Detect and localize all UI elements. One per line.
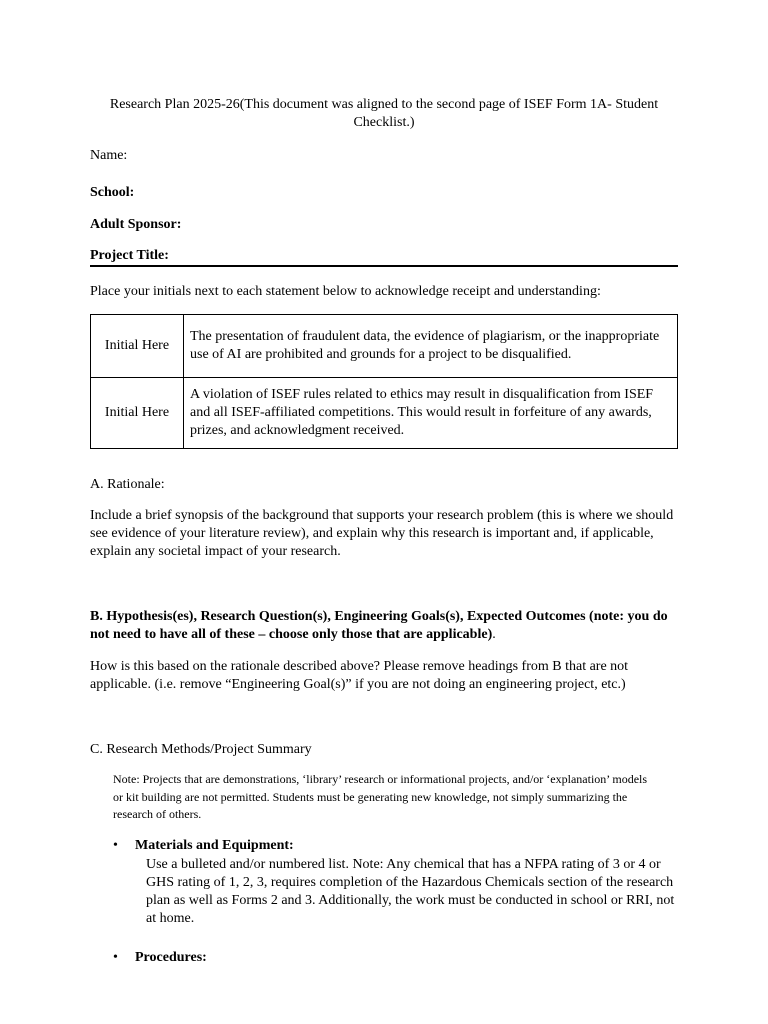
section-b-body-line: How is this based on the rationale described above? Please remove headings from B that are not: [90, 659, 629, 674]
note-line: research of others.: [113, 807, 202, 821]
title-line-2: Checklist.): [353, 115, 415, 130]
section-c-heading: C. Research Methods/Project Summary: [90, 742, 312, 757]
section-b-heading: [90, 608, 690, 644]
table-row: [91, 315, 678, 378]
table-row: [91, 378, 678, 449]
bullet-icon: •: [113, 950, 118, 965]
acknowledgment-table: [90, 314, 678, 449]
section-a-line: Include a brief synopsis of the background that supports your research problem (this is where we should: [90, 508, 674, 523]
section-b-heading-line: [90, 626, 690, 644]
procedures-bullet-item: [113, 949, 207, 967]
section-a-body: [90, 507, 690, 561]
materials-bullet-item: [113, 837, 294, 855]
document-title: [90, 96, 678, 132]
project-title-label: Project Title:: [90, 248, 169, 263]
section-b-heading-text: not need to have all of these – choose only those that are applicable): [90, 627, 493, 642]
procedures-label: Procedures:: [135, 950, 207, 965]
school-label: School:: [90, 185, 135, 200]
materials-line: plan as well as Forms 2 and 3. Additionally, the work must be conducted in school or RRI, not: [146, 893, 675, 908]
statement-cell: The presentation of fraudulent data, the evidence of plagiarism, or the inappropriate use of AI are prohibited and grounds for a project to be disqualified.: [184, 315, 678, 378]
materials-line: Use a bulleted and/or numbered list. Note: Any chemical that has a NFPA rating of 3 or 4 or: [146, 857, 661, 872]
note-line: or kit building are not permitted. Students must be generating new knowledge, not simply summarizing the: [113, 789, 628, 804]
section-b-body: [90, 658, 690, 694]
section-a-heading: A. Rationale:: [90, 477, 165, 492]
section-c-note: [113, 771, 683, 824]
section-a-line: see evidence of your literature review), and explain why this research is important and, if applicable,: [90, 526, 654, 541]
name-label: Name:: [90, 148, 128, 163]
initial-here-cell[interactable]: Initial Here: [91, 378, 184, 449]
materials-description: [146, 856, 686, 928]
adult-sponsor-label: Adult Sponsor:: [90, 217, 182, 232]
initial-here-cell[interactable]: Initial Here: [91, 315, 184, 378]
title-line-1: Research Plan 2025-26(This document was aligned to the second page of ISEF Form 1A- Student: [109, 97, 659, 112]
materials-line: GHS rating of 1, 2, 3, requires completion of the Hazardous Chemicals section of the research: [146, 875, 674, 890]
section-a-line: explain any societal impact of your research.: [90, 544, 341, 559]
materials-line: at home.: [146, 911, 195, 926]
section-b-heading-period: .: [492, 627, 496, 642]
section-b-body-line: applicable. (i.e. remove “Engineering Goal(s)” if you are not doing an engineering project, etc.): [90, 677, 626, 692]
statement-cell: A violation of ISEF rules related to ethics may result in disqualification from ISEF and all ISEF-affiliated competitions. This would result in forfeiture of any awards, prizes, and acknowledgment received.: [184, 378, 678, 449]
title-underline-rule: [90, 265, 678, 267]
bullet-icon: •: [113, 838, 118, 853]
initials-instruction: Place your initials next to each statement below to acknowledge receipt and understanding:: [90, 284, 601, 299]
materials-label: Materials and Equipment:: [135, 838, 294, 853]
note-line: Note: Projects that are demonstrations, ‘library’ research or informational projects, and/or ‘explanation’ models: [113, 772, 648, 786]
section-b-heading-line: B. Hypothesis(es), Research Question(s), Engineering Goals(s), Expected Outcomes (note: you do: [90, 609, 668, 624]
